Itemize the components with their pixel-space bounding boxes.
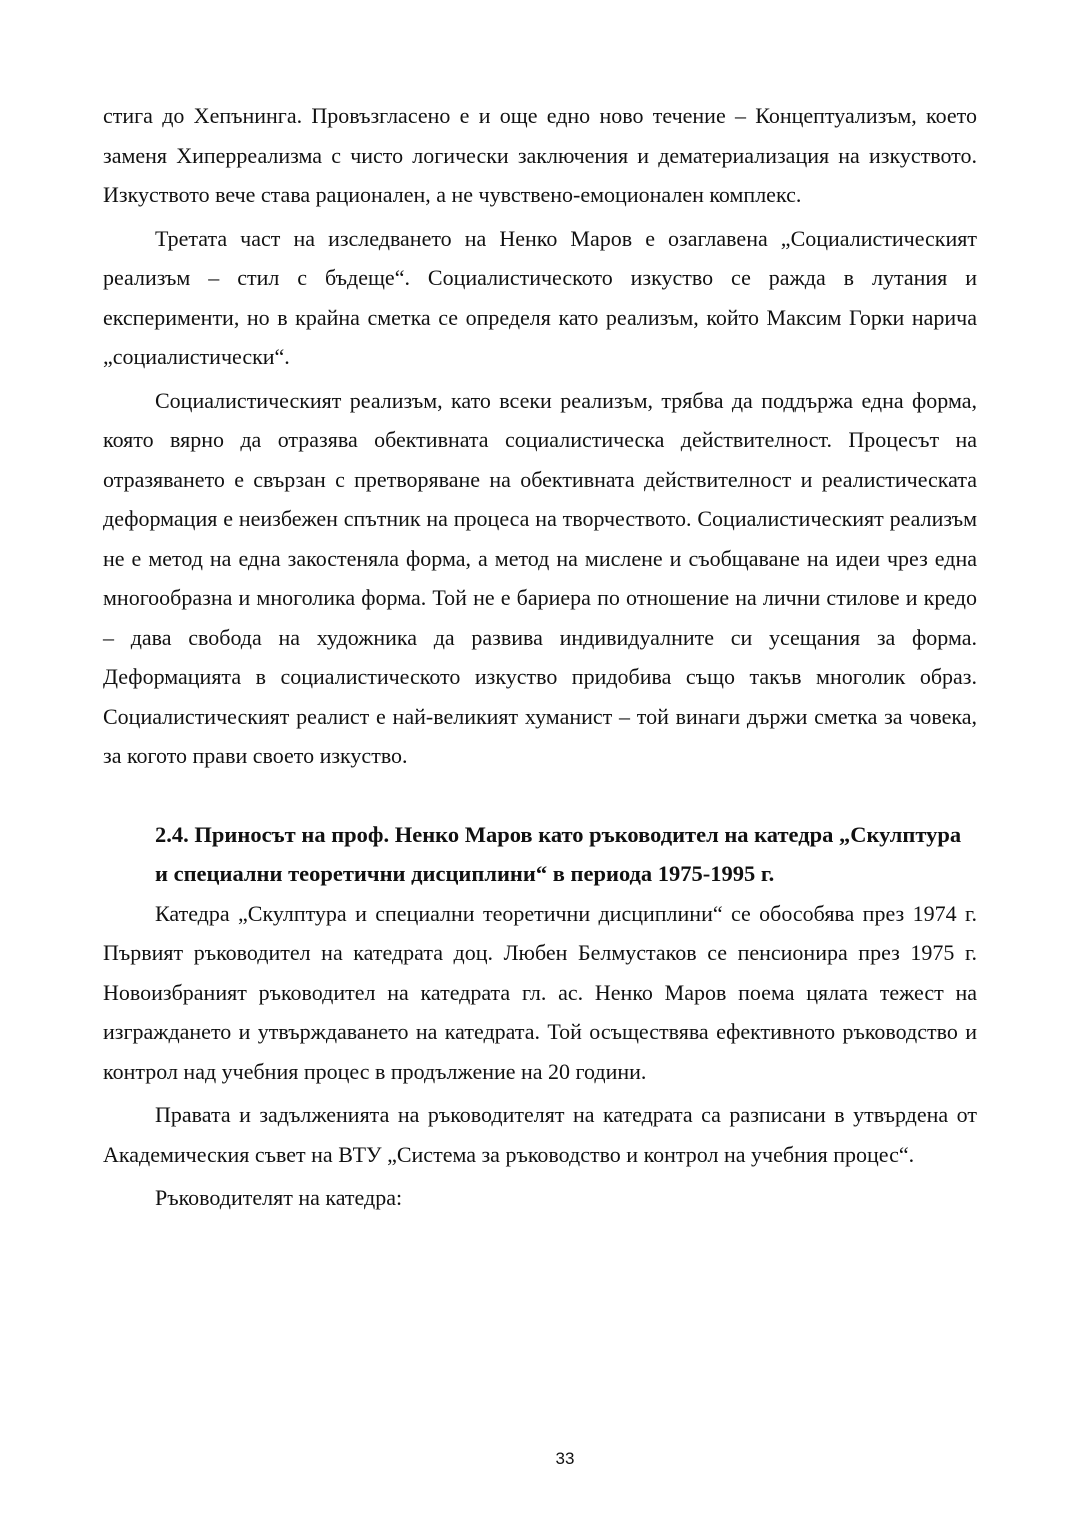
paragraph-department: Катедра „Скулптура и специални теоретични дисциплини“ се обособява през 1974 г. Първият ръководител на катедрата доц. Любен Белмустаков се пенсионира през 1975 г. Новоизбраният ръководител на катедрата гл. ас. Ненко Маров поема цялата тежест на изграждането и утвърждаването на катедрата. Той осъществява ефективното ръководство и контрол над учебния процес в продължение на 20 години.: [103, 900, 977, 1084]
page-number: 33: [555, 1449, 575, 1468]
paragraph-rights-duties: Правата и задълженията на ръководителят на катедрата са разписани в утвърдена от Академическия съвет на ВТУ „Система за ръководство и контрол на учебния процес“.: [103, 1102, 977, 1167]
paragraph-continuation: стига до Хепънинга. Провъзгласено е и още едно ново течение – Концептуализъм, което заменя Хиперреализма с чисто логически заключения и дематериализация на изкуството. Изкуството вече става рационален, а не чувствено-емоционален комплекс.: [103, 103, 977, 207]
section-heading: 2.4. Приносът на проф. Ненко Маров като ръководител на катедра „Скулптура и специални теоретични дисциплини“ в периода 1975-1995 г.: [155, 821, 962, 886]
paragraph-third-part: Третата част на изследването на Ненко Маров е озаглавена „Социалистическият реализъм – стил с бъдеще“. Социалистическото изкуство се ражда в лутания и експерименти, но в крайна сметка се определя като реализъм, който Максим Горки нарича „социалистически“.: [103, 225, 977, 369]
paragraph-socialist-realism: Социалистическият реализъм, като всеки реализъм, трябва да поддържа една форма, която вярно да отразява обективната социалистическа действителност. Процесът на отразяването е свързан с претворяване на обективната действителност и реалистическата деформация е неизбежен спътник на процеса на творчеството. Социалистическият реализъм не е метод на една закостеняла форма, а метод на мислене и съобщаване на идеи чрез една многообразна и многолика форма. Той не е бариера по отношение на лични стилове и кредо – дава свобода на художника да развива индивидуалните си усещания за форма. Деформацията в социалистическото изкуство придобива също такъв многолик образ. Социалистическият реалист е най-великият хуманист – той винаги държи сметка за човека, за когото прави своето изкуство.: [103, 387, 977, 768]
paragraph-head-of-department: Ръководителят на катедра:: [155, 1185, 403, 1210]
document-page: [103, 96, 977, 1218]
